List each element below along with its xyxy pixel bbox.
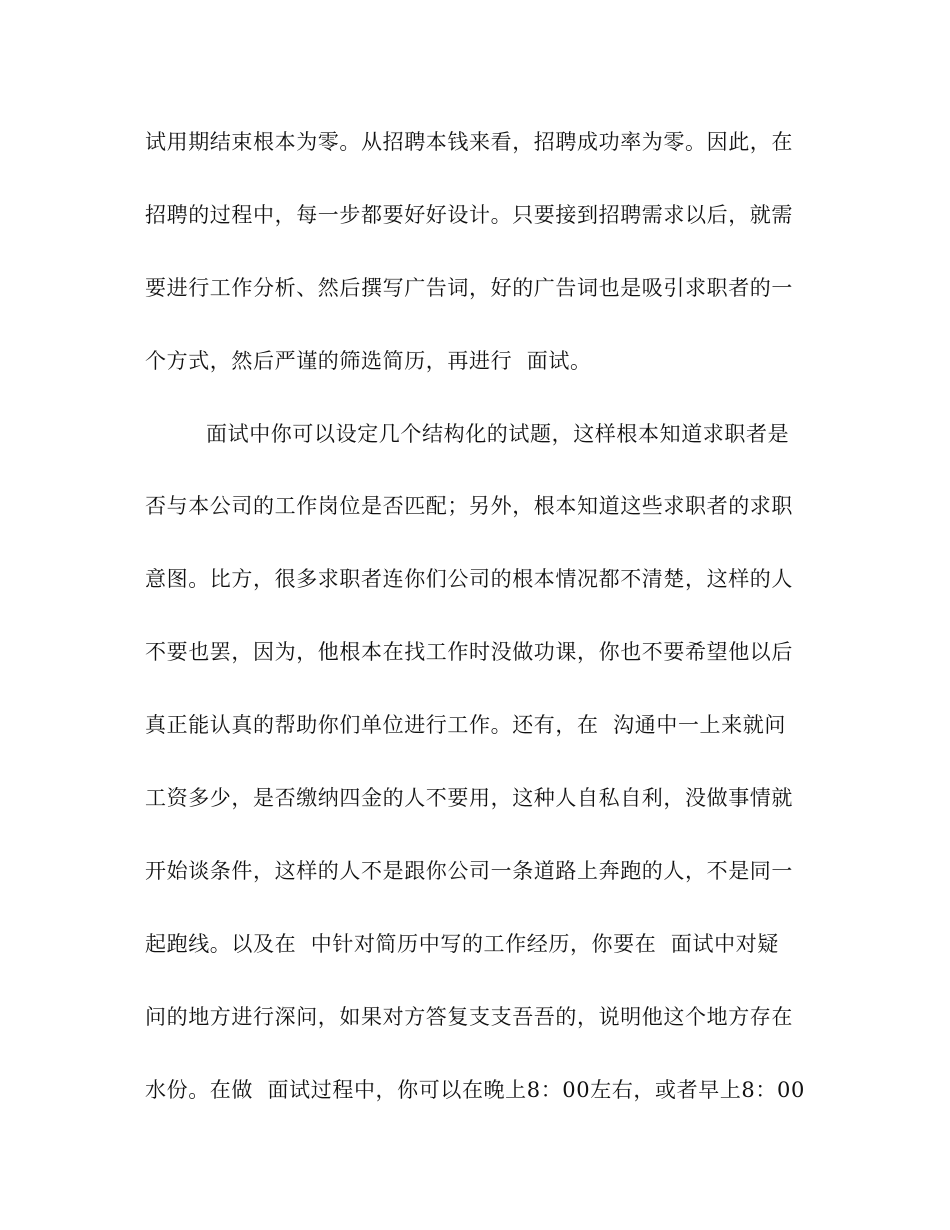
text-line: 试用期结束根本为零。从招聘本钱来看，招聘成功率为零。因此，在 bbox=[145, 130, 793, 154]
text-line: 要进行工作分析、然后撰写广告词，好的广告词也是吸引求职者的一 bbox=[145, 276, 793, 300]
text-line: 个方式，然后严谨的筛选简历，再进行 面试。 bbox=[145, 349, 592, 373]
text-line: 问的地方进行深问，如果对方答复支支吾吾的，说明他这个地方存在 bbox=[145, 1005, 793, 1029]
text-line: 开始谈条件，这样的人不是跟你公司一条道路上奔跑的人，不是同一 bbox=[145, 859, 793, 883]
text-line: 意图。比方，很多求职者连你们公司的根本情况都不清楚，这样的人 bbox=[145, 567, 793, 591]
paragraph-first-line: 面试中你可以设定几个结构化的试题，这样根本知道求职者是 bbox=[206, 422, 790, 446]
text-line: 否与本公司的工作岗位是否匹配；另外，根本知道这些求职者的求职 bbox=[145, 494, 793, 518]
text-line: 招聘的过程中，每一步都要好好设计。只要接到招聘需求以后，就需 bbox=[145, 203, 793, 227]
text-line: 起跑线。以及在 中针对简历中写的工作经历，你要在 面试中对疑 bbox=[145, 932, 779, 956]
text-line: 真正能认真的帮助你们单位进行工作。还有，在 沟通中一上来就问 bbox=[145, 713, 786, 737]
text-line: 水份。在做 面试过程中，你可以在晚上8：00左右，或者早上8：00 bbox=[145, 1078, 805, 1102]
text-line: 工资多少，是否缴纳四金的人不要用，这种人自私自利，没做事情就 bbox=[145, 786, 793, 810]
text-line: 不要也罢，因为，他根本在找工作时没做功课，你也不要希望他以后 bbox=[145, 640, 793, 664]
